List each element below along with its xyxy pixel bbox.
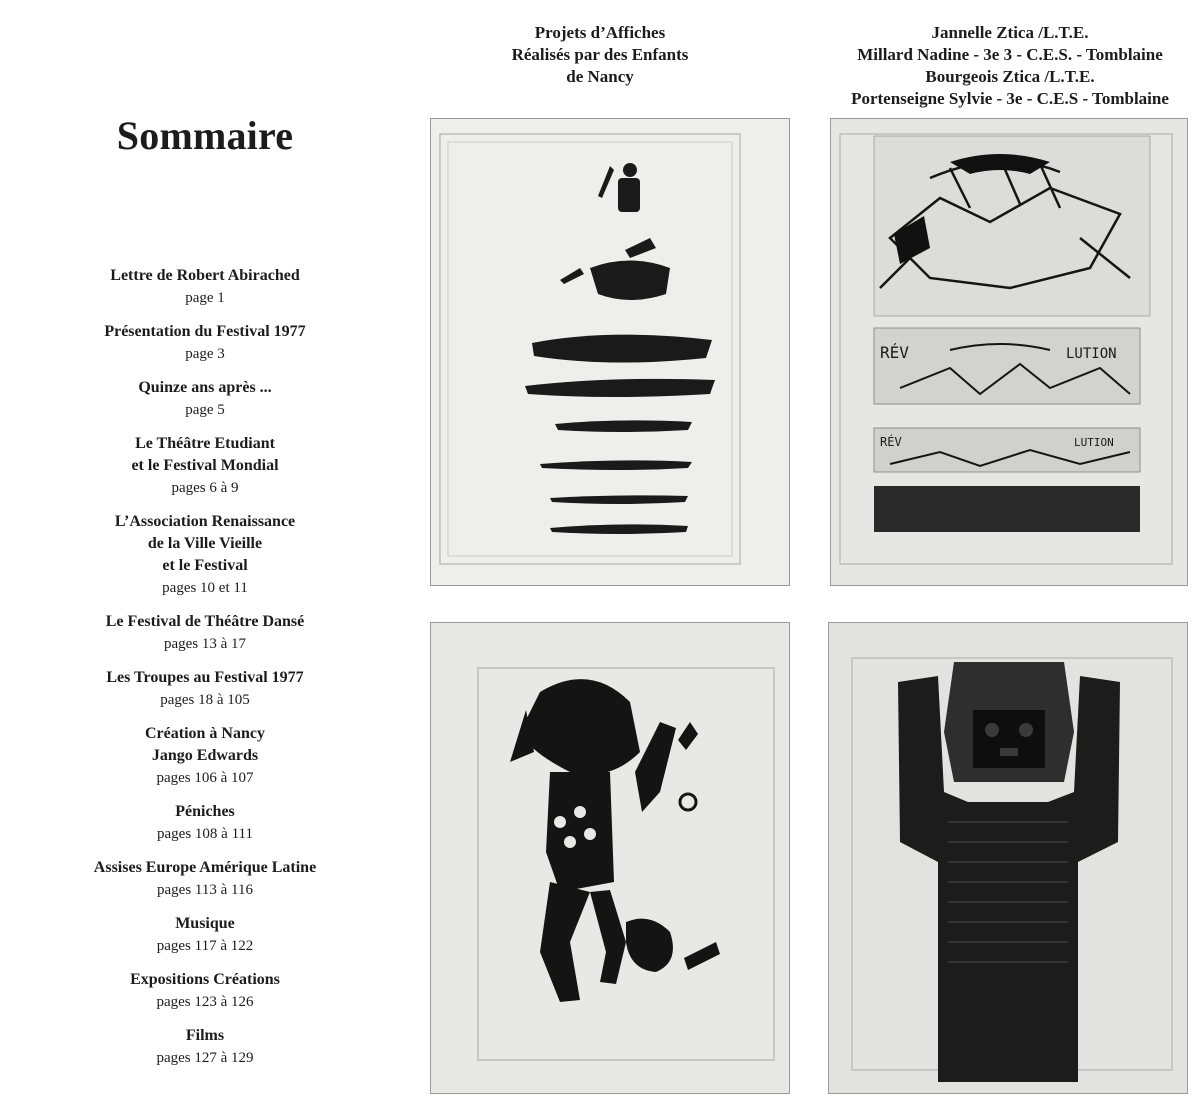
- poster-caption-left: Projets d’Affiches Réalisés par des Enfants de Nancy: [511, 23, 689, 86]
- toc-entry-pages: pages 113 à 116: [157, 882, 253, 898]
- revolution-word-part: RÉV: [880, 343, 909, 362]
- toc-entry-pages: pages 6 à 9: [171, 480, 239, 496]
- table-of-contents: [60, 265, 350, 1081]
- toc-entry-pages: pages 108 à 111: [157, 826, 253, 842]
- toc-entry: [60, 611, 350, 655]
- poster-image-warrior: [430, 622, 790, 1094]
- toc-entry-pages: pages 117 à 122: [156, 938, 254, 954]
- toc-entry-title: Films: [185, 1027, 225, 1044]
- revolution-word-part: LUTION: [1066, 346, 1117, 362]
- poster-caption-right: Jannelle Ztica /L.T.E. Millard Nadine - 3e 3 - C.E.S. - Tomblaine Bourgeois Ztica /L.T.E. Portenseigne Sylvie - 3e - C.E.S - Tomblaine: [851, 23, 1169, 108]
- toc-entry-title: L’Association Renaissance de la Ville Vieille et le Festival: [114, 513, 296, 574]
- toc-entry-title: Le Théâtre Etudiant et le Festival Mondial: [131, 435, 279, 474]
- toc-entry-title: Assises Europe Amérique Latine: [93, 859, 317, 876]
- toc-entry-pages: page 3: [185, 346, 225, 362]
- toc-entry-title: Création à Nancy Jango Edwards: [145, 725, 265, 764]
- toc-entry-title: Péniches: [175, 803, 235, 820]
- toc-entry-pages: pages 10 et 11: [162, 580, 248, 596]
- toc-entry: [60, 1025, 350, 1069]
- toc-entry-title: Le Festival de Théâtre Dansé: [105, 613, 305, 630]
- toc-entry: [60, 377, 350, 421]
- toc-entry-pages: pages 123 à 126: [156, 994, 254, 1010]
- toc-entry: [60, 801, 350, 845]
- poster-image-figures: [430, 118, 790, 586]
- poster-warrior-illustration: [430, 622, 790, 1094]
- toc-entry: [60, 723, 350, 789]
- toc-entry-pages: page 5: [185, 402, 225, 418]
- toc-entry-pages: pages 127 à 129: [156, 1050, 254, 1066]
- toc-entry: [60, 321, 350, 365]
- poster-revolution-illustration: [830, 118, 1188, 586]
- toc-entry-pages: pages 18 à 105: [160, 692, 250, 708]
- revolution-word-part: LUTION: [1074, 436, 1114, 449]
- poster-image-masked-figure: [828, 622, 1188, 1094]
- toc-entry-title: Présentation du Festival 1977: [104, 323, 306, 340]
- toc-entry: [60, 265, 350, 309]
- revolution-word-part: RÉV: [880, 435, 902, 449]
- toc-entry-title: Lettre de Robert Abirached: [110, 267, 300, 284]
- toc-entry-title: Expositions Créations: [130, 971, 280, 988]
- toc-entry: [60, 511, 350, 599]
- toc-entry: [60, 667, 350, 711]
- toc-entry-title: Quinze ans après ...: [138, 379, 272, 396]
- page-title: Sommaire: [116, 113, 294, 158]
- toc-entry-pages: pages 106 à 107: [156, 770, 254, 786]
- toc-entry-title: Musique: [175, 915, 235, 932]
- toc-entry-pages: page 1: [185, 290, 225, 306]
- toc-entry-pages: pages 13 à 17: [163, 636, 247, 652]
- toc-entry: [60, 969, 350, 1013]
- toc-entry: [60, 433, 350, 499]
- toc-entry: [60, 857, 350, 901]
- toc-entry: [60, 913, 350, 957]
- toc-entry-title: Les Troupes au Festival 1977: [106, 669, 304, 686]
- poster-figures-illustration: [430, 118, 790, 586]
- poster-image-revolution: [830, 118, 1188, 586]
- poster-masked-figure-illustration: [828, 622, 1188, 1094]
